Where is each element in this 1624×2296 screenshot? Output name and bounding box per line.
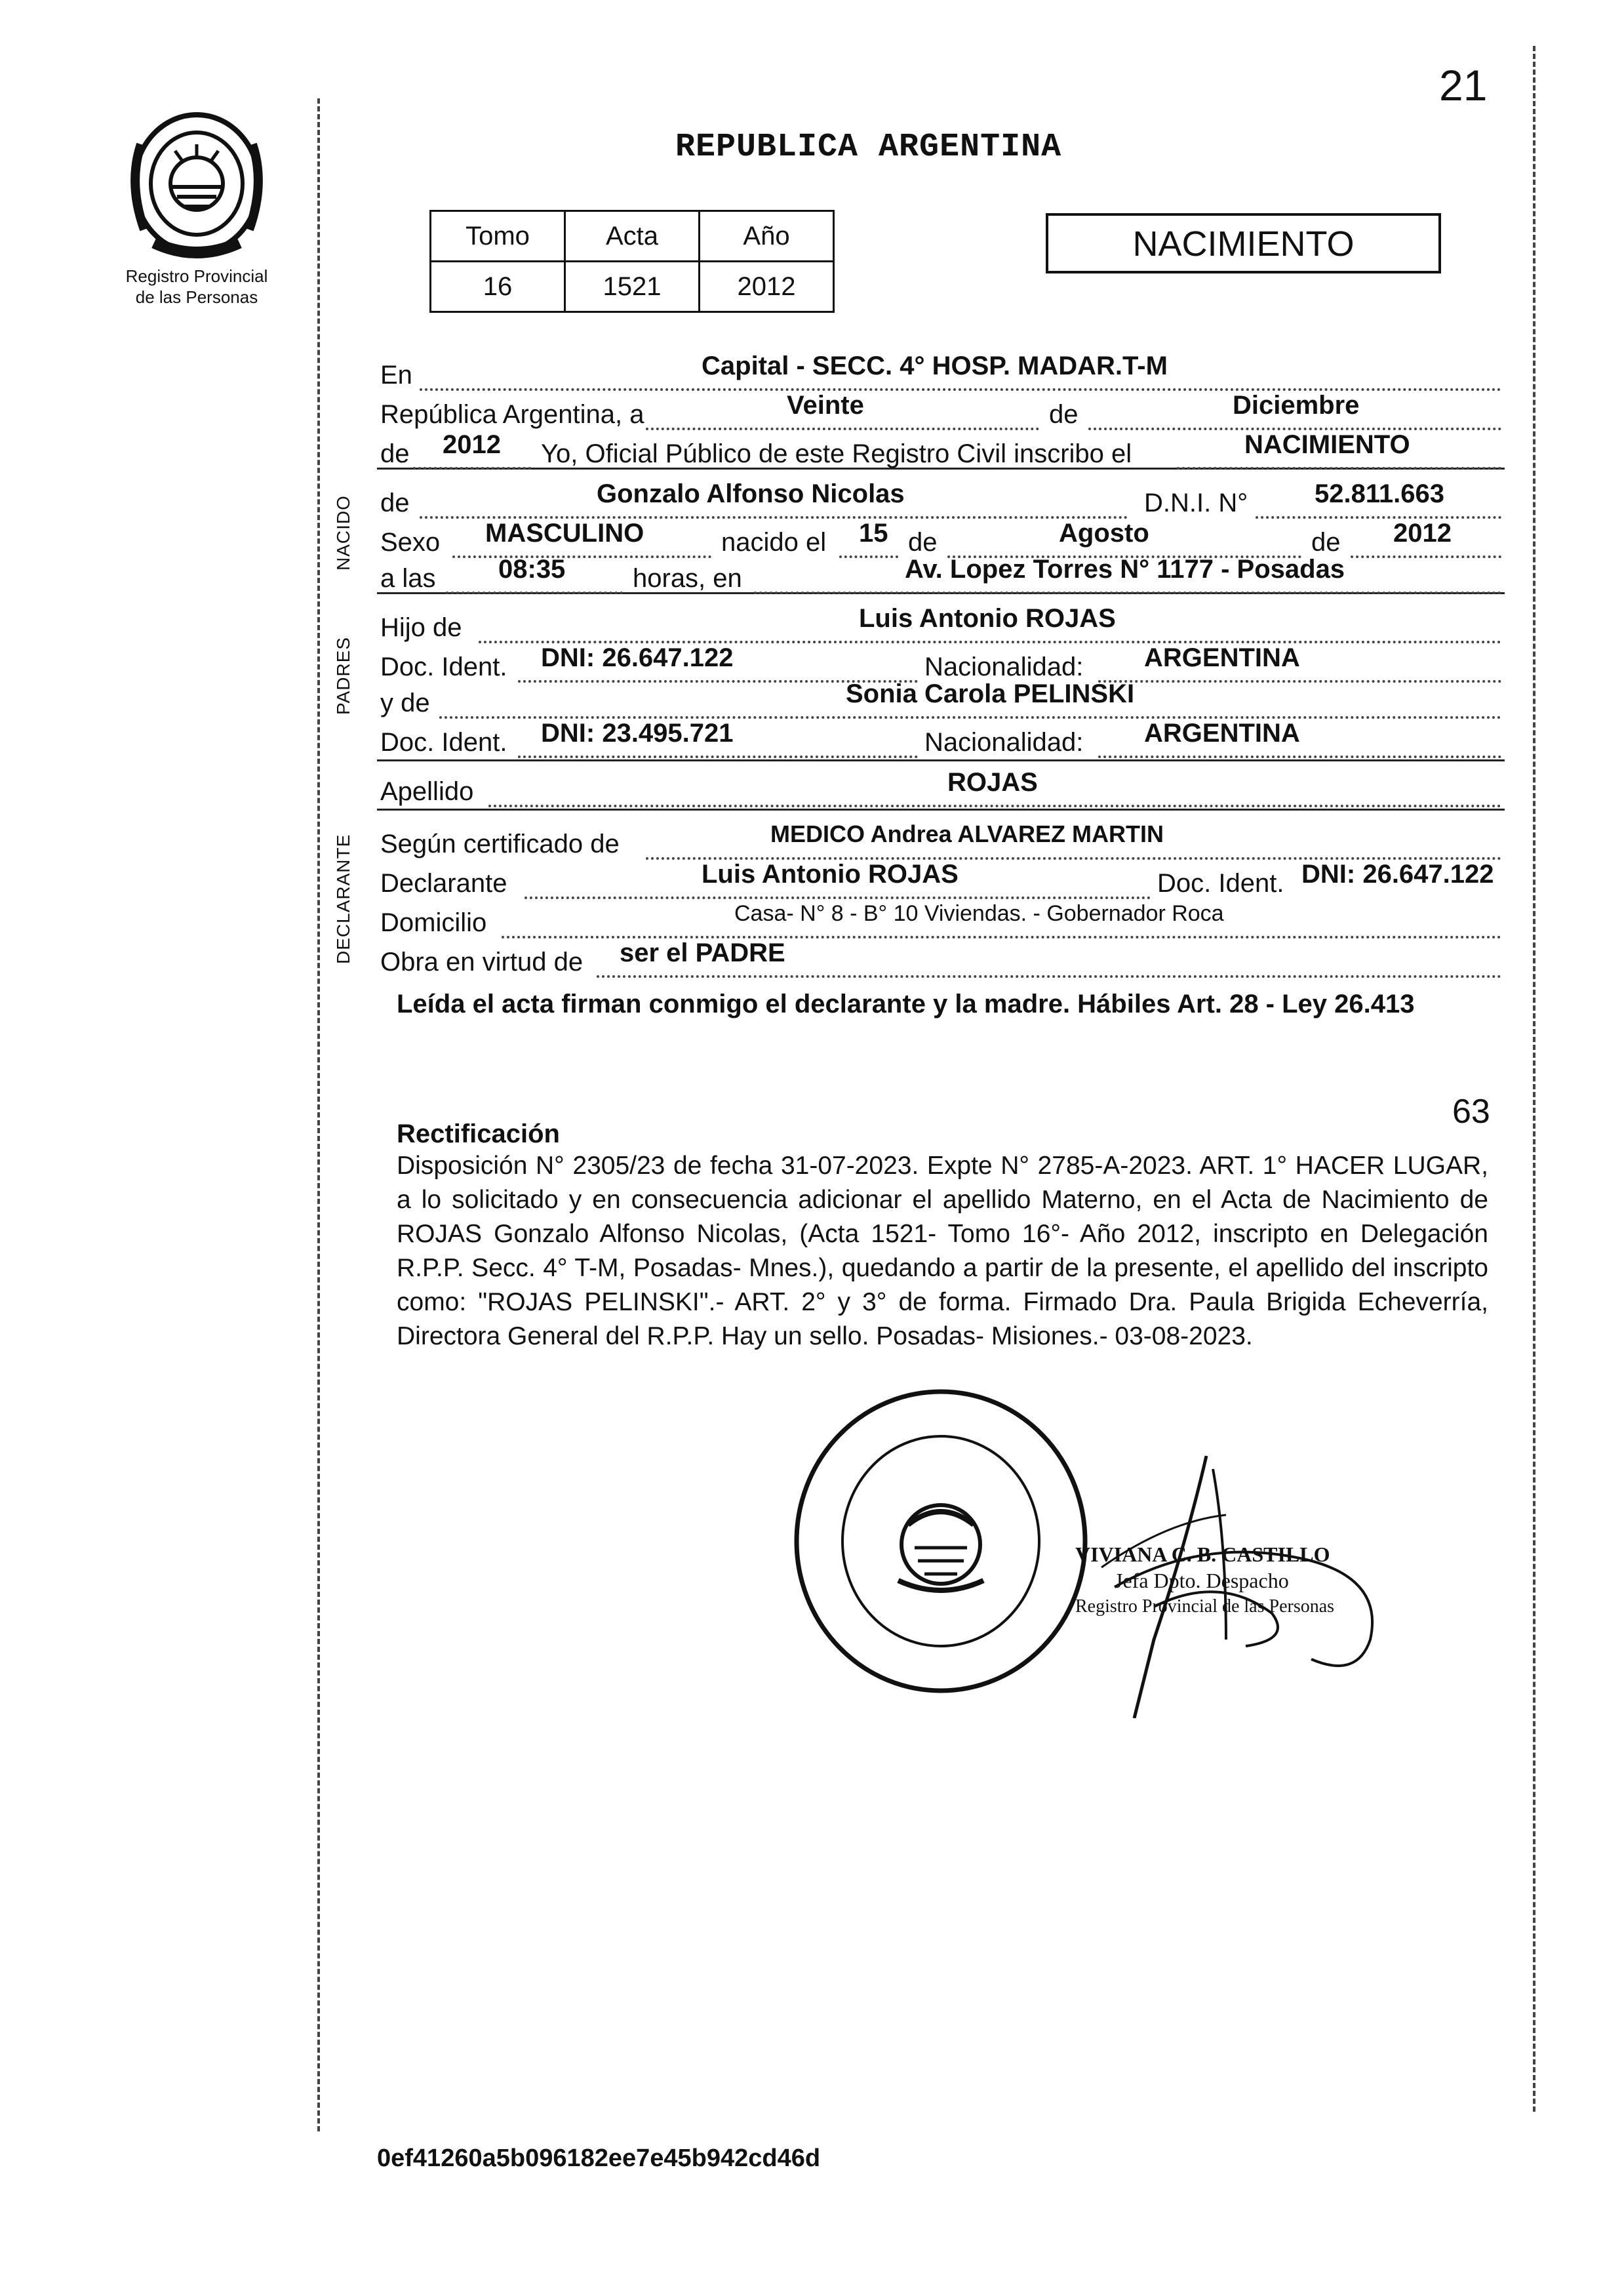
dotted-line bbox=[1256, 516, 1501, 519]
mother-doc-value: DNI: 23.495.721 bbox=[541, 719, 734, 748]
domicilio-label: Domicilio bbox=[380, 908, 487, 937]
side-label-nacido: NACIDO bbox=[333, 495, 353, 571]
time-value: 08:35 bbox=[498, 555, 566, 584]
birth-year-value: 2012 bbox=[1393, 519, 1452, 548]
dotted-line bbox=[1098, 755, 1501, 758]
dotted-line bbox=[839, 555, 898, 558]
declarante-doc-label: Doc. Ident. bbox=[1157, 869, 1284, 898]
dotted-line bbox=[446, 592, 623, 594]
closing-text: Leída el acta firman conmigo el declarante y la madre. Hábiles Art. 28 - Ley 26.413 bbox=[397, 990, 1415, 1018]
document-hash: 0ef41260a5b096182ee7e45b942cd46d bbox=[377, 2145, 821, 2172]
de-name-label: de bbox=[380, 489, 410, 517]
father-doc-label: Doc. Ident. bbox=[380, 653, 507, 681]
sexo-label: Sexo bbox=[380, 528, 441, 557]
table-header-tomo: Tomo bbox=[431, 211, 565, 262]
dotted-line bbox=[452, 555, 711, 558]
dotted-line bbox=[518, 755, 918, 758]
birth-month-value: Agosto bbox=[1059, 519, 1149, 548]
province-emblem-icon bbox=[115, 105, 279, 262]
registry-caption bbox=[98, 266, 295, 308]
table-cell-acta: 1521 bbox=[565, 262, 700, 312]
mother-nationality-value: ARGENTINA bbox=[1144, 719, 1300, 748]
page-number: 21 bbox=[1439, 61, 1488, 110]
domicilio-value: Casa- N° 8 - B° 10 Viviendas. - Gobernador Roca bbox=[734, 901, 1224, 926]
record-table bbox=[429, 210, 835, 313]
certificado-label: Según certificado de bbox=[380, 830, 620, 858]
birth-day-value: 15 bbox=[859, 519, 888, 548]
signature-block bbox=[1075, 1541, 1334, 1620]
declarante-value: Luis Antonio ROJAS bbox=[702, 860, 959, 889]
horas-label: horas, en bbox=[633, 564, 742, 593]
de-year-label: de bbox=[380, 439, 410, 468]
apellido-label: Apellido bbox=[380, 777, 474, 806]
dotted-line bbox=[488, 805, 1501, 807]
apellido-value: ROJAS bbox=[947, 768, 1038, 797]
de-label: de bbox=[1049, 400, 1079, 429]
father-value: Luis Antonio ROJAS bbox=[859, 604, 1116, 633]
declarante-label: Declarante bbox=[380, 869, 507, 898]
day-value: Veinte bbox=[787, 391, 864, 420]
section-divider bbox=[377, 809, 1505, 811]
table-header-anio: Año bbox=[700, 211, 834, 262]
section-divider bbox=[377, 759, 1505, 761]
official-stamp-icon bbox=[783, 1384, 1098, 1699]
mother-value: Sonia Carola PELINSKI bbox=[846, 679, 1135, 708]
a-las-label: a las bbox=[380, 564, 436, 593]
dotted-line bbox=[1098, 680, 1501, 683]
rectification-title: Rectificación bbox=[397, 1119, 560, 1148]
obra-value: ser el PADRE bbox=[620, 938, 785, 967]
table-header-acta: Acta bbox=[565, 211, 700, 262]
dni-value: 52.811.663 bbox=[1315, 479, 1444, 508]
registry-caption-line2: de las Personas bbox=[135, 287, 258, 307]
de-month-label: de bbox=[908, 528, 938, 557]
hijo-label: Hijo de bbox=[380, 613, 462, 642]
dotted-line bbox=[597, 975, 1501, 978]
side-label-declarante: DECLARANTE bbox=[333, 834, 353, 964]
document-title: REPUBLICA ARGENTINA bbox=[675, 129, 1062, 166]
en-value: Capital - SECC. 4° HOSP. MADAR.T-M bbox=[702, 352, 1168, 380]
dotted-line bbox=[754, 592, 1501, 594]
certificado-value: MEDICO Andrea ALVAREZ MARTIN bbox=[770, 820, 1164, 847]
margin-dash-line bbox=[317, 98, 320, 2131]
sexo-value: MASCULINO bbox=[485, 519, 644, 548]
de-birthyear-label: de bbox=[1311, 528, 1341, 557]
name-value: Gonzalo Alfonso Nicolas bbox=[597, 479, 905, 508]
dotted-line bbox=[413, 467, 531, 470]
father-nationality-value: ARGENTINA bbox=[1144, 643, 1300, 672]
en-label: En bbox=[380, 361, 412, 390]
place-value: Av. Lopez Torres N° 1177 - Posadas bbox=[905, 555, 1345, 584]
dotted-line bbox=[1351, 555, 1501, 558]
father-nationality-label: Nacionalidad: bbox=[924, 653, 1084, 681]
month-value: Diciembre bbox=[1233, 391, 1360, 420]
side-label-padres: PADRES bbox=[333, 636, 353, 715]
rectification-body: Disposición N° 2305/23 de fecha 31-07-2023. Expte N° 2785-A-2023. ART. 1° HACER LUGAR, a lo solicitado y en consecuencia adicionar el apellido Materno, en el Acta de Nacimiento de ROJAS Gonzalo Alfonso Nicolas, (Acta 1521- Tomo 16°- Año 2012, inscripto en Delegación R.P.P. Secc. 4° T-M, Posadas- Mnes.), quedando a partir de la presente, el apellido del inscripto como: "ROJAS PELINSKI".- ART. 2° y 3° de forma. Firmado Dra. Paula Brigida Echeverría, Directora General del R.P.P. Hay un sello. Posadas- Misiones.- 03-08-2023. bbox=[397, 1152, 1488, 1350]
dni-label: D.N.I. N° bbox=[1144, 489, 1248, 517]
margin-dash-line-right bbox=[1533, 46, 1535, 2112]
y-de-label: y de bbox=[380, 689, 430, 717]
signature-name: VIVIANA C. B. CASTILLO bbox=[1075, 1542, 1330, 1566]
signature-office: Registro Provincial de las Personas bbox=[1075, 1596, 1335, 1617]
father-doc-value: DNI: 26.647.122 bbox=[541, 643, 734, 672]
dotted-line bbox=[1177, 467, 1501, 470]
nacido-label: nacido el bbox=[721, 528, 827, 557]
dotted-line bbox=[646, 428, 1039, 430]
mother-nationality-label: Nacionalidad: bbox=[924, 728, 1084, 757]
rectification-number: 63 bbox=[1452, 1093, 1490, 1131]
year-value: 2012 bbox=[443, 430, 501, 459]
obra-label: Obra en virtud de bbox=[380, 948, 584, 977]
table-cell-anio: 2012 bbox=[700, 262, 834, 312]
mother-doc-label: Doc. Ident. bbox=[380, 728, 507, 757]
table-cell-tomo: 16 bbox=[431, 262, 565, 312]
signature-role: Jefa Dpto. Despacho bbox=[1115, 1569, 1289, 1592]
record-type-box: NACIMIENTO bbox=[1046, 213, 1441, 273]
inscribo-value: NACIMIENTO bbox=[1244, 430, 1410, 459]
oficial-text: Yo, Oficial Público de este Registro Civil inscribo el bbox=[541, 439, 1132, 468]
declarante-doc-value: DNI: 26.647.122 bbox=[1301, 860, 1494, 889]
dotted-line bbox=[525, 896, 1151, 899]
republica-label: República Argentina, a bbox=[380, 400, 644, 429]
registry-caption-line1: Registro Provincial bbox=[125, 266, 268, 286]
